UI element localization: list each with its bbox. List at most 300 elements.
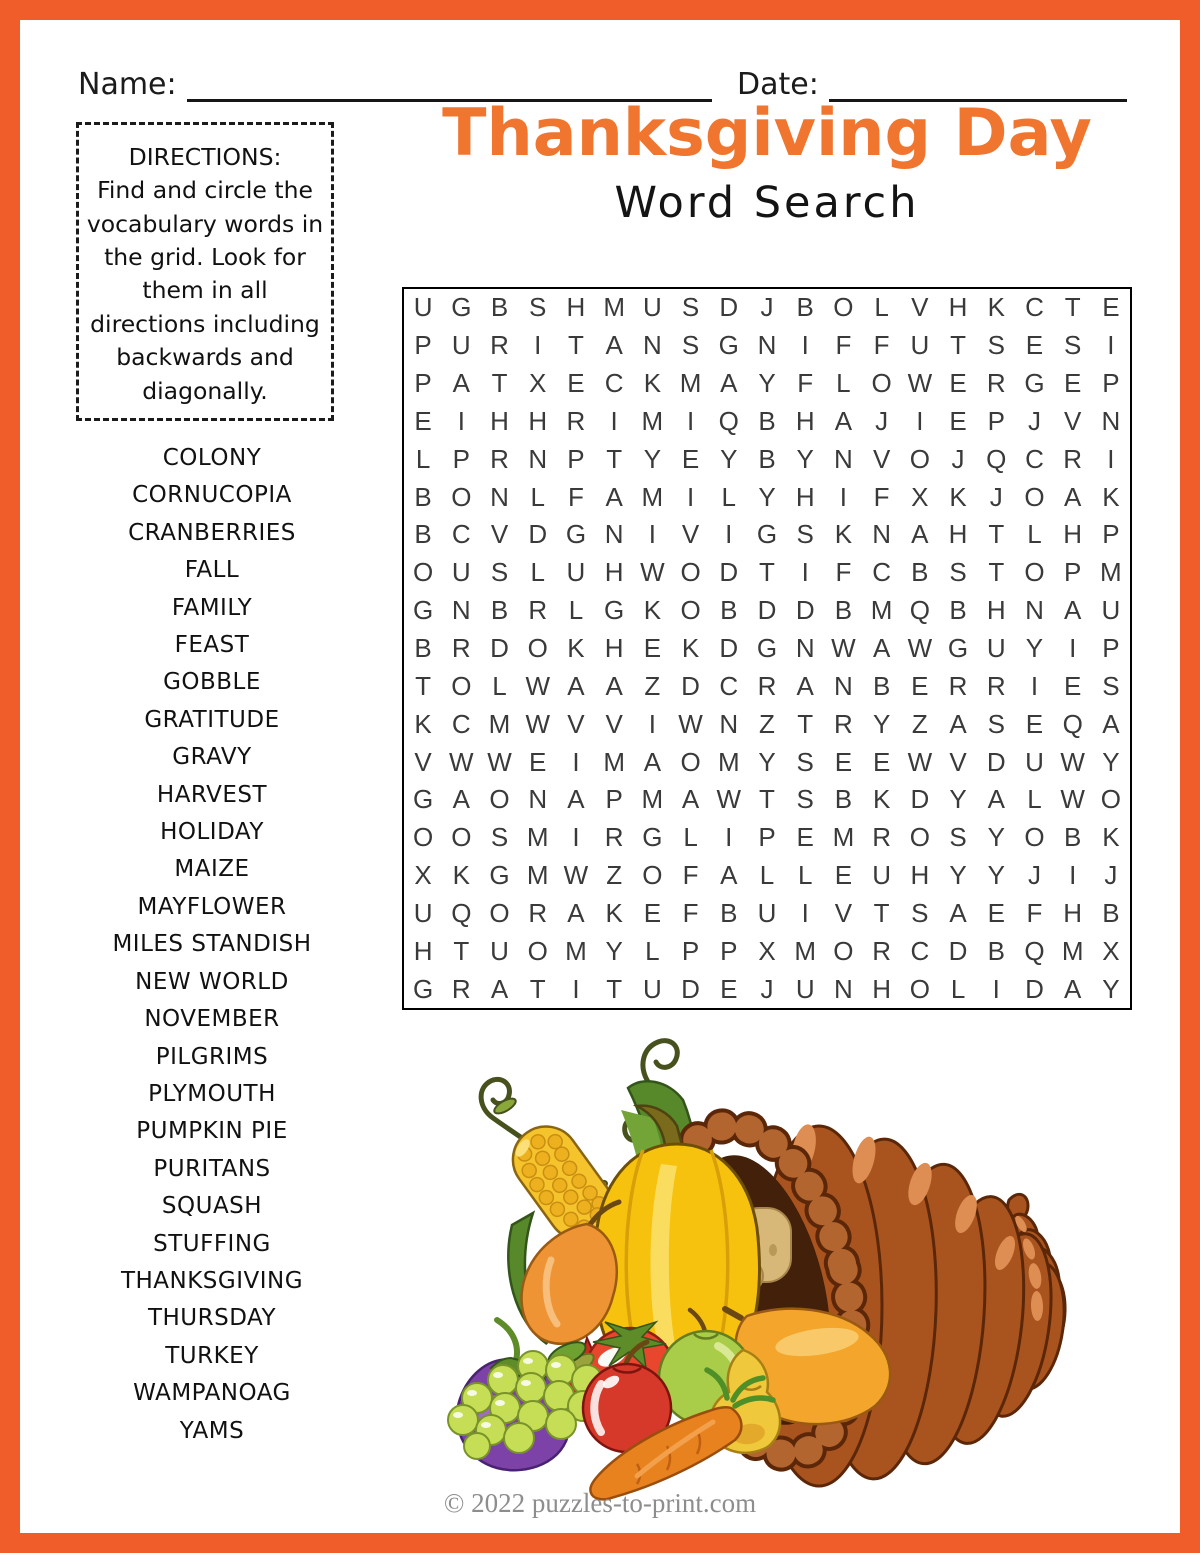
- grid-cell: A: [567, 897, 585, 928]
- grid-cell: R: [566, 405, 586, 436]
- word-list-item: PUMPKIN PIE: [136, 1118, 288, 1145]
- word-list-item: HARVEST: [156, 781, 268, 808]
- grid-cell: W: [525, 670, 550, 701]
- grid-cell: Q: [1024, 935, 1045, 966]
- grid-cell: S: [911, 897, 929, 928]
- grid-cell: B: [1102, 897, 1120, 928]
- grid-cell: U: [642, 973, 662, 1004]
- grid-cell: U: [413, 292, 433, 323]
- grid-cell: R: [451, 632, 471, 663]
- grid-cell: G: [1024, 368, 1045, 399]
- grid-cell: P: [758, 822, 776, 853]
- grid-cell: E: [949, 405, 967, 436]
- grid-cell: S: [681, 330, 700, 361]
- grid-cell: I: [1107, 330, 1115, 361]
- grid-cell: A: [796, 670, 814, 701]
- grid-cell: K: [872, 784, 891, 815]
- grid-cell: I: [572, 822, 580, 853]
- grid-cell: I: [916, 405, 924, 436]
- grid-cell: A: [987, 784, 1005, 815]
- grid-cell: U: [872, 860, 892, 891]
- word-list-item: YAMS: [179, 1417, 245, 1444]
- grid-cell: D: [719, 292, 739, 323]
- grid-cell: T: [873, 897, 890, 928]
- grid-cell: R: [528, 595, 548, 626]
- grid-cell: O: [833, 292, 854, 323]
- grid-cell: M: [717, 746, 740, 777]
- grid-cell: I: [801, 897, 809, 928]
- grid-cell: W: [1060, 746, 1085, 777]
- grid-cell: E: [834, 746, 853, 777]
- grid-cell: R: [490, 443, 509, 474]
- grid-cell: R: [872, 822, 892, 853]
- grid-cell: T: [797, 708, 814, 739]
- grid-cell: H: [566, 292, 586, 323]
- grid-cell: P: [720, 935, 738, 966]
- grid-cell: F: [873, 330, 890, 361]
- grid-cell: A: [872, 632, 891, 663]
- grid-cell: L: [530, 557, 545, 588]
- grid-cell: G: [412, 595, 434, 626]
- grid-cell: Q: [986, 443, 1007, 474]
- grid-cell: A: [1064, 481, 1082, 512]
- grid-cell: I: [801, 330, 809, 361]
- grid-cell: M: [1061, 935, 1084, 966]
- grid-cell: A: [949, 897, 967, 928]
- grid-cell: X: [529, 368, 547, 399]
- grid-cell: J: [989, 481, 1003, 512]
- grid-cell: U: [451, 330, 471, 361]
- grid-cell: U: [757, 897, 777, 928]
- grid-cell: R: [986, 670, 1006, 701]
- grid-cell: R: [948, 670, 968, 701]
- grid-cell: O: [489, 897, 510, 928]
- grid-cell: O: [871, 368, 892, 399]
- grid-cell: N: [604, 519, 624, 550]
- grid-cell: N: [528, 443, 548, 474]
- grid-cell: L: [530, 481, 545, 512]
- grid-cell: A: [605, 670, 623, 701]
- grid-cell: O: [680, 746, 701, 777]
- grid-cell: G: [412, 973, 434, 1004]
- grid-cell: R: [451, 973, 471, 1004]
- directions-body: Find and circle the vocabulary words in the grid. Look for them in all directions including backwards and diagonally.: [86, 176, 324, 405]
- word-list-item: THANKSGIVING: [120, 1267, 304, 1294]
- grid-cell: F: [682, 860, 699, 891]
- grid-cell: L: [721, 481, 737, 512]
- grid-cell: A: [605, 481, 623, 512]
- grid-cell: H: [413, 935, 433, 966]
- grid-cell: A: [452, 784, 470, 815]
- name-label: Name:: [78, 67, 177, 102]
- grid-cell: J: [875, 405, 889, 436]
- grid-cell: O: [1024, 822, 1045, 853]
- word-list-item: FALL: [184, 557, 240, 584]
- grid-cell: Y: [1025, 632, 1044, 663]
- grid-cell: A: [834, 405, 853, 436]
- grid-cell: Y: [987, 822, 1005, 853]
- grid-cell: I: [801, 557, 809, 588]
- grid-cell: R: [604, 822, 624, 853]
- grid-cell: W: [525, 708, 550, 739]
- grid-cell: S: [987, 330, 1005, 361]
- grid-cell: L: [1027, 784, 1042, 815]
- grid-cell: W: [907, 368, 933, 399]
- grid-cell: M: [603, 746, 625, 777]
- grid-cell: H: [490, 405, 509, 436]
- grid-cell: L: [568, 595, 584, 626]
- grid-cell: C: [604, 368, 624, 399]
- grid-cell: K: [414, 708, 432, 739]
- grid-cell: H: [948, 519, 968, 550]
- grid-cell: A: [949, 708, 967, 739]
- grid-cell: U: [451, 557, 471, 588]
- grid-cell: I: [648, 519, 656, 550]
- grid-cell: W: [907, 632, 933, 663]
- grid-cell: U: [795, 973, 815, 1004]
- grid-cell: V: [490, 519, 509, 550]
- grid-cell: N: [1025, 595, 1044, 626]
- grid-cell: G: [412, 784, 434, 815]
- grid-cell: F: [835, 557, 852, 588]
- grid-cell: A: [1064, 595, 1082, 626]
- grid-cell: C: [872, 557, 892, 588]
- grid-cell: A: [911, 519, 929, 550]
- grid-cell: E: [643, 632, 662, 663]
- grid-cell: U: [490, 935, 509, 966]
- grid-cell: D: [528, 519, 548, 550]
- grid-cell: O: [412, 822, 434, 853]
- grid-cell: H: [604, 632, 624, 663]
- grid-cell: N: [1101, 405, 1121, 436]
- grid-cell: O: [833, 935, 854, 966]
- grid-cell: S: [987, 708, 1005, 739]
- grid-cell: V: [911, 292, 929, 323]
- grid-cell: E: [911, 670, 929, 701]
- grid-cell: O: [1024, 481, 1045, 512]
- grid-cell: E: [796, 822, 814, 853]
- grid-cell: H: [948, 292, 968, 323]
- grid-cell: G: [756, 632, 778, 663]
- grid-cell: F: [873, 481, 890, 512]
- word-list-item: MILES STANDISH: [112, 931, 312, 958]
- grid-cell: O: [527, 935, 548, 966]
- grid-cell: Y: [872, 708, 891, 739]
- grid-cell: E: [949, 368, 967, 399]
- grid-cell: L: [950, 973, 966, 1004]
- grid-cell: G: [489, 860, 510, 891]
- grid-cell: M: [641, 405, 664, 436]
- grid-cell: I: [1069, 632, 1077, 663]
- grid-cell: O: [451, 481, 472, 512]
- grid-cell: X: [758, 935, 776, 966]
- grid-cell: E: [987, 897, 1005, 928]
- grid-cell: M: [565, 935, 587, 966]
- directions-box: [76, 122, 334, 421]
- grid-cell: L: [797, 860, 813, 891]
- grid-cell: G: [565, 519, 587, 550]
- grid-cell: X: [414, 860, 432, 891]
- grid-cell: I: [725, 519, 733, 550]
- grid-cell: F: [1026, 897, 1043, 928]
- grid-cell: K: [567, 632, 585, 663]
- word-list-item: WAMPANOAG: [133, 1380, 291, 1407]
- grid-cell: Y: [949, 860, 967, 891]
- grid-cell: V: [567, 708, 585, 739]
- grid-cell: B: [758, 443, 776, 474]
- grid-cell: R: [528, 897, 548, 928]
- grid-cell: H: [528, 405, 548, 436]
- grid-cell: B: [911, 557, 929, 588]
- word-list-item: PLYMOUTH: [148, 1080, 276, 1107]
- grid-cell: P: [605, 784, 623, 815]
- grid-cell: H: [986, 595, 1006, 626]
- grid-cell: I: [686, 481, 695, 512]
- grid-cell: P: [987, 405, 1005, 436]
- grid-cell: Y: [605, 935, 623, 966]
- grid-cell: R: [1063, 443, 1083, 474]
- grid-cell: O: [451, 822, 472, 853]
- grid-cell: E: [1102, 292, 1120, 323]
- grid-cell: K: [643, 368, 662, 399]
- grid-cell: Y: [1102, 746, 1120, 777]
- grid-cell: B: [949, 595, 967, 626]
- grid-cell: K: [643, 595, 662, 626]
- word-list-item: PURITANS: [153, 1155, 271, 1182]
- grid-cell: M: [679, 368, 702, 399]
- grid-cell: N: [834, 670, 853, 701]
- word-list-item: THURSDAY: [147, 1305, 277, 1332]
- grid-cell: O: [489, 784, 510, 815]
- grid-cell: M: [641, 784, 664, 815]
- grid-cell: P: [1102, 519, 1120, 550]
- grid-cell: D: [681, 670, 700, 701]
- title-block: [402, 96, 1132, 229]
- grid-cell: U: [1101, 595, 1121, 626]
- grid-cell: S: [949, 822, 967, 853]
- grid-cell: Y: [987, 860, 1005, 891]
- grid-cell: I: [648, 708, 656, 739]
- grid-cell: D: [757, 595, 777, 626]
- word-list-item: CRANBERRIES: [128, 519, 296, 546]
- grid-cell: K: [452, 860, 470, 891]
- grid-cell: S: [490, 557, 509, 588]
- grid-cell: C: [910, 935, 930, 966]
- grid-cell: D: [719, 632, 739, 663]
- word-list-item: PILGRIMS: [155, 1043, 269, 1070]
- grid-cell: N: [528, 784, 548, 815]
- grid-cell: B: [872, 670, 891, 701]
- grid-cell: T: [759, 784, 775, 815]
- word-list: [62, 440, 362, 1450]
- grid-cell: D: [1025, 973, 1044, 1004]
- grid-cell: S: [1102, 670, 1120, 701]
- grid-cell: A: [643, 746, 662, 777]
- grid-cell: T: [759, 557, 775, 588]
- grid-cell: Y: [796, 443, 814, 474]
- word-list-item: FAMILY: [171, 594, 253, 621]
- grid-cell: U: [566, 557, 586, 588]
- grid-cell: J: [951, 443, 965, 474]
- grid-cell: V: [681, 519, 700, 550]
- grid-cell: W: [487, 746, 512, 777]
- grid-cell: I: [534, 330, 542, 361]
- grid-cell: L: [759, 860, 775, 891]
- grid-cell: B: [490, 292, 509, 323]
- grid-cell: Y: [758, 368, 776, 399]
- grid-cell: L: [645, 935, 660, 966]
- grid-cell: H: [910, 860, 930, 891]
- copyright-text: © 2022 puzzles-to-print.com: [443, 1488, 757, 1518]
- grid-cell: V: [949, 746, 967, 777]
- grid-cell: B: [1064, 822, 1082, 853]
- grid-cell: S: [681, 292, 700, 323]
- grid-cell: Z: [759, 708, 775, 739]
- grid-cell: T: [491, 368, 508, 399]
- grid-cell: R: [872, 935, 892, 966]
- grid-cell: L: [683, 822, 698, 853]
- word-list-item: NOVEMBER: [144, 1006, 280, 1033]
- grid-cell: S: [796, 746, 814, 777]
- grid-cell: Z: [606, 860, 623, 891]
- grid-cell: S: [1064, 330, 1082, 361]
- grid-cell: A: [605, 330, 623, 361]
- grid-cell: T: [453, 935, 470, 966]
- grid-cell: E: [834, 860, 853, 891]
- grid-cell: J: [1027, 860, 1041, 891]
- word-list-item: CORNUCOPIA: [132, 482, 292, 509]
- grid-cell: E: [529, 746, 547, 777]
- grid-cell: W: [716, 784, 742, 815]
- grid-cell: Y: [949, 784, 967, 815]
- grid-cell: E: [872, 746, 891, 777]
- grid-cell: X: [911, 481, 929, 512]
- grid-cell: B: [414, 481, 432, 512]
- grid-cell: N: [451, 595, 471, 626]
- grid-cell: V: [605, 708, 623, 739]
- grid-cell: G: [451, 292, 472, 323]
- grid-cell: M: [526, 822, 549, 853]
- grid-cell: B: [414, 632, 432, 663]
- grid-cell: C: [1025, 443, 1044, 474]
- cornucopia-illustration: [415, 1018, 1075, 1530]
- grid-cell: I: [1107, 443, 1115, 474]
- grid-cell: W: [563, 860, 589, 891]
- grid-cell: U: [1025, 746, 1044, 777]
- grid-cell: P: [567, 443, 585, 474]
- grid-cell: I: [1069, 860, 1077, 891]
- grid-cell: E: [567, 368, 585, 399]
- grid-cell: D: [681, 973, 700, 1004]
- grid-cell: B: [796, 292, 814, 323]
- grid-cell: N: [757, 330, 777, 361]
- grid-cell: J: [1104, 860, 1118, 891]
- grid-cell: O: [909, 443, 930, 474]
- grid-cell: B: [758, 405, 776, 436]
- directions-heading: DIRECTIONS:: [128, 143, 282, 171]
- grid-cell: K: [1102, 822, 1120, 853]
- grid-cell: E: [414, 405, 432, 436]
- grapes-icon: [448, 1337, 602, 1459]
- grid-cell: T: [950, 330, 966, 361]
- grid-cell: K: [834, 519, 853, 550]
- grid-cell: S: [796, 784, 814, 815]
- grid-cell: F: [682, 897, 699, 928]
- grid-cell: R: [986, 368, 1006, 399]
- grid-cell: A: [1064, 973, 1082, 1004]
- grid-cell: B: [720, 897, 738, 928]
- grid-cell: O: [1024, 557, 1045, 588]
- grid-cell: O: [1100, 784, 1121, 815]
- grid-cell: N: [834, 973, 853, 1004]
- grid-cell: M: [870, 595, 893, 626]
- grid-cell: I: [610, 405, 618, 436]
- grid-cell: V: [834, 897, 853, 928]
- grid-cell: F: [797, 368, 814, 399]
- grid-cell: F: [567, 481, 584, 512]
- grid-cell: B: [414, 519, 432, 550]
- grid-cell: M: [526, 860, 549, 891]
- grid-cell: C: [451, 708, 471, 739]
- grid-cell: H: [604, 557, 624, 588]
- grid-cell: P: [414, 330, 432, 361]
- grid-cell: T: [988, 557, 1005, 588]
- grid-cell: E: [1025, 708, 1044, 739]
- grid-cell: V: [414, 746, 432, 777]
- grid-cell: I: [457, 405, 465, 436]
- grid-cell: L: [415, 443, 431, 474]
- grid-cell: N: [834, 443, 853, 474]
- grid-cell: N: [490, 481, 509, 512]
- grid-cell: K: [1102, 481, 1120, 512]
- grid-cell: C: [719, 670, 739, 701]
- grid-cell: E: [1064, 368, 1082, 399]
- grid-cell: M: [794, 935, 817, 966]
- grid-cell: U: [642, 292, 662, 323]
- word-grid: [402, 287, 1132, 1010]
- grid-cell: H: [1063, 897, 1083, 928]
- grid-cell: P: [1064, 557, 1082, 588]
- grid-cell: O: [909, 973, 930, 1004]
- grid-cell: P: [452, 443, 470, 474]
- grid-cell: D: [948, 935, 968, 966]
- grid-cell: I: [572, 973, 580, 1004]
- grid-cell: X: [1102, 935, 1120, 966]
- grid-cell: W: [831, 632, 856, 663]
- grid-cell: P: [1102, 368, 1120, 399]
- grid-cell: P: [681, 935, 700, 966]
- grid-cell: D: [719, 557, 739, 588]
- grid-cell: H: [872, 973, 892, 1004]
- grid-cell: D: [986, 746, 1006, 777]
- grid-cell: I: [725, 822, 733, 853]
- grid-cell: A: [1102, 708, 1120, 739]
- word-list-item: COLONY: [162, 445, 262, 471]
- grid-cell: W: [907, 746, 933, 777]
- grid-cell: O: [680, 557, 701, 588]
- grid-cell: O: [680, 595, 701, 626]
- grid-cell: E: [643, 897, 662, 928]
- grid-cell: B: [987, 935, 1005, 966]
- grid-cell: Z: [911, 708, 928, 739]
- grid-cell: K: [681, 632, 700, 663]
- grid-cell: Q: [909, 595, 930, 626]
- grid-cell: Y: [1102, 973, 1120, 1004]
- grid-cell: Y: [643, 443, 662, 474]
- grid-cell: I: [992, 973, 1000, 1004]
- grid-cell: M: [603, 292, 625, 323]
- grid-cell: N: [642, 330, 662, 361]
